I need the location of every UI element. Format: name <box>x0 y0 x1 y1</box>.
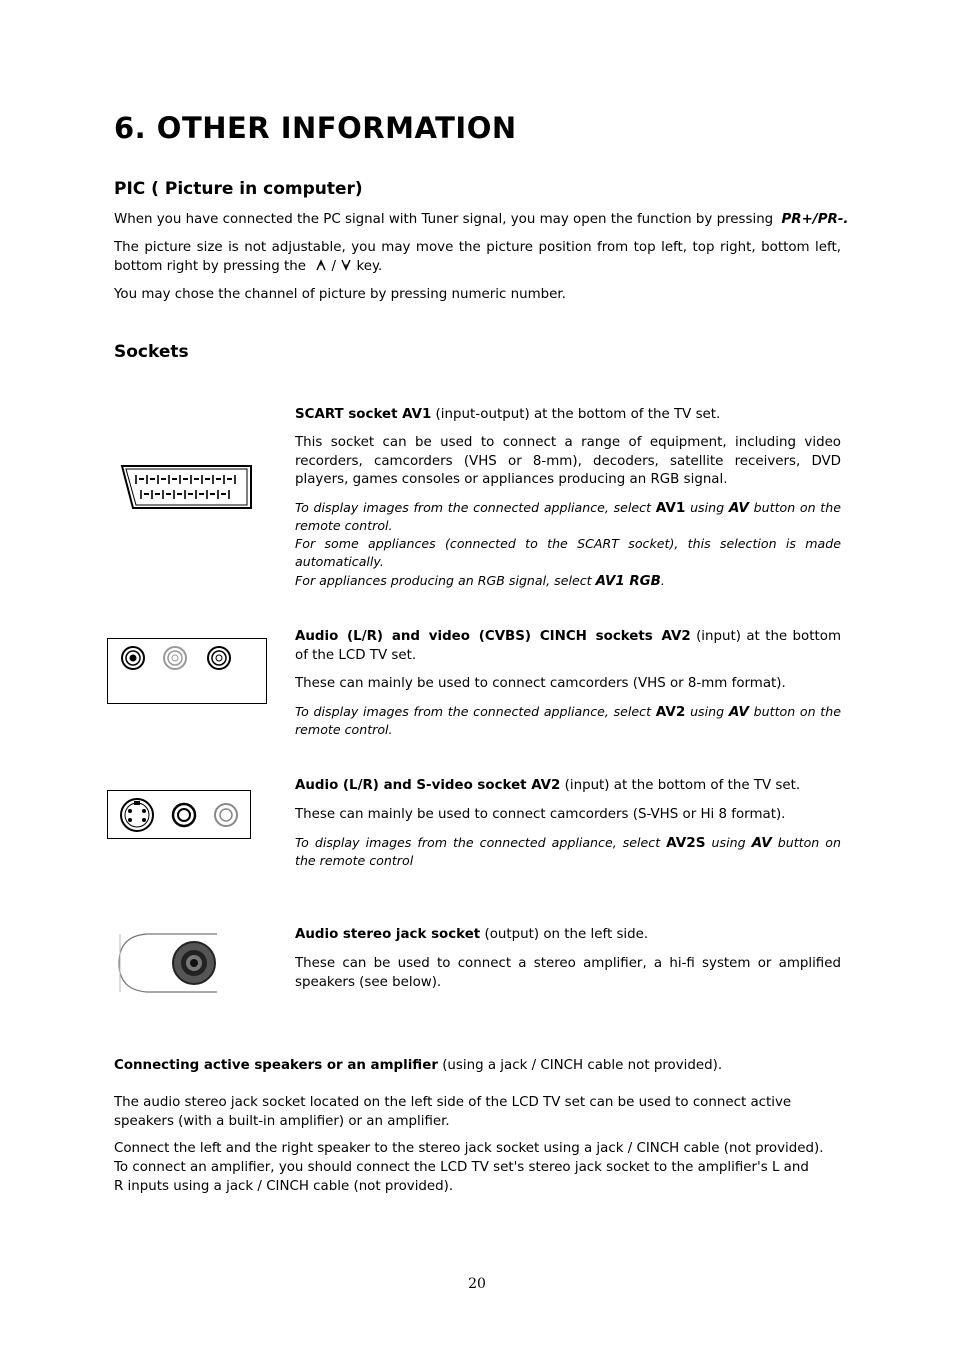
scart-description: This socket can be used to connect a range of equipment, including video recorders, camcorders (VHS or 8-mm), decoders, satellite receivers, DVD players, games consoles or appliances producing an RGB signal. <box>295 435 841 487</box>
cinch-note <box>295 703 841 739</box>
scart-note-1-e: button on the remote control. <box>295 500 841 534</box>
speakers-heading-bold: Connecting active speakers or an amplifier <box>114 1058 438 1073</box>
scart-title <box>295 406 720 425</box>
scart-title-rest: (input-output) at the bottom of the TV set. <box>435 407 721 422</box>
svideo-note-e: button on the remote control <box>295 835 841 869</box>
jack-description: These can be used to connect a stereo amplifier, a hi-fi system or amplified speakers (see below). <box>295 956 841 990</box>
pic-paragraph-2-text: The picture size is not adjustable, you may move the picture position from top left, top right, bottom left, bottom right by pressing the <box>114 240 841 274</box>
scart-note-1-a: To display images from the connected appliance, select <box>295 500 652 515</box>
pic-paragraph-3: You may chose the channel of picture by pressing numeric number. <box>114 287 566 302</box>
pic-paragraph-1-text: When you have connected the PC signal with Tuner signal, you may open the function by pressing <box>114 212 774 227</box>
scart-note-1-av1: AV1 <box>655 500 686 516</box>
svideo-socket-icon <box>107 790 251 839</box>
pic-paragraph-2 <box>114 239 841 276</box>
down-arrow-icon <box>340 259 352 271</box>
key-separator: / <box>331 258 336 274</box>
headphone-jack-icon <box>117 930 221 996</box>
page-title: 6. OTHER INFORMATION <box>114 111 517 145</box>
jack-title-rest: (output) on the left side. <box>484 927 649 942</box>
cinch-title-rest: (input) at the bottom of the LCD TV set. <box>295 629 841 663</box>
scart-note-1-using: using <box>690 500 725 515</box>
svideo-title <box>295 777 800 796</box>
svideo-description: These can mainly be used to connect camcorders (S-VHS or Hi 8 format). <box>295 807 786 822</box>
cinch-title-bold: Audio (L/R) and video (CVBS) CINCH sockets AV2 <box>295 629 691 644</box>
jack-title <box>295 926 648 945</box>
pic-paragraph-2-end: key. <box>356 258 383 274</box>
scart-note-1-av: AV <box>728 500 749 516</box>
scart-note-3-c: . <box>660 573 665 588</box>
svideo-note-av: AV <box>751 835 772 851</box>
svideo-title-bold: Audio (L/R) and S-video socket AV2 <box>295 778 561 793</box>
svideo-note-av2s: AV2S <box>666 835 706 851</box>
scart-note-2: For some appliances (connected to the SCART socket), this selection is made automatically. <box>295 536 841 570</box>
cinch-note-av: AV <box>728 704 749 720</box>
scart-note-3-a: For appliances producing an RGB signal, select <box>295 573 592 588</box>
cinch-title <box>295 628 841 665</box>
cinch-sockets-icon <box>107 638 267 704</box>
svideo-note-using: using <box>711 835 746 850</box>
page-number: 20 <box>468 1276 486 1292</box>
scart-note-3-rgb: AV1 RGB <box>595 574 661 589</box>
svideo-note <box>295 834 841 870</box>
svideo-title-rest: (input) at the bottom of the TV set. <box>564 778 801 793</box>
cinch-note-e: button on the remote control. <box>295 704 841 738</box>
speakers-heading-rest: (using a jack / CINCH cable not provided). <box>442 1058 723 1073</box>
cinch-description: These can mainly be used to connect camcorders (VHS or 8-mm format). <box>295 676 786 691</box>
pic-paragraph-1 <box>114 211 848 230</box>
speakers-paragraph-2-line-1: Connect the left and the right speaker to the stereo jack socket using a jack / CINCH cable (not provided). <box>114 1141 824 1156</box>
cinch-note-av2: AV2 <box>655 704 686 720</box>
scart-note-3 <box>295 572 665 591</box>
speakers-paragraph-1: The audio stereo jack socket located on the left side of the LCD TV set can be used to connect active speakers (with a built-in amplifier) or an amplifier. <box>114 1095 792 1129</box>
up-arrow-icon <box>315 259 327 271</box>
scart-title-bold: SCART socket AV1 <box>295 407 432 422</box>
scart-socket-icon <box>119 462 255 512</box>
cinch-note-using: using <box>690 704 725 719</box>
cinch-note-a: To display images from the connected appliance, select <box>295 704 652 719</box>
speakers-heading <box>114 1057 722 1076</box>
pr-key-label: PR+/PR-. <box>781 212 849 227</box>
pic-heading: PIC ( Picture in computer) <box>114 179 363 199</box>
scart-note-1 <box>295 499 841 535</box>
jack-title-bold: Audio stereo jack socket <box>295 927 481 942</box>
sockets-heading: Sockets <box>114 342 189 362</box>
speakers-paragraph-2-line-2: To connect an amplifier, you should connect the LCD TV set's stereo jack socket to the amplifier's L and R inputs using a jack / CINCH cable (not provided). <box>114 1160 809 1194</box>
svideo-note-a: To display images from the connected appliance, select <box>295 835 661 850</box>
